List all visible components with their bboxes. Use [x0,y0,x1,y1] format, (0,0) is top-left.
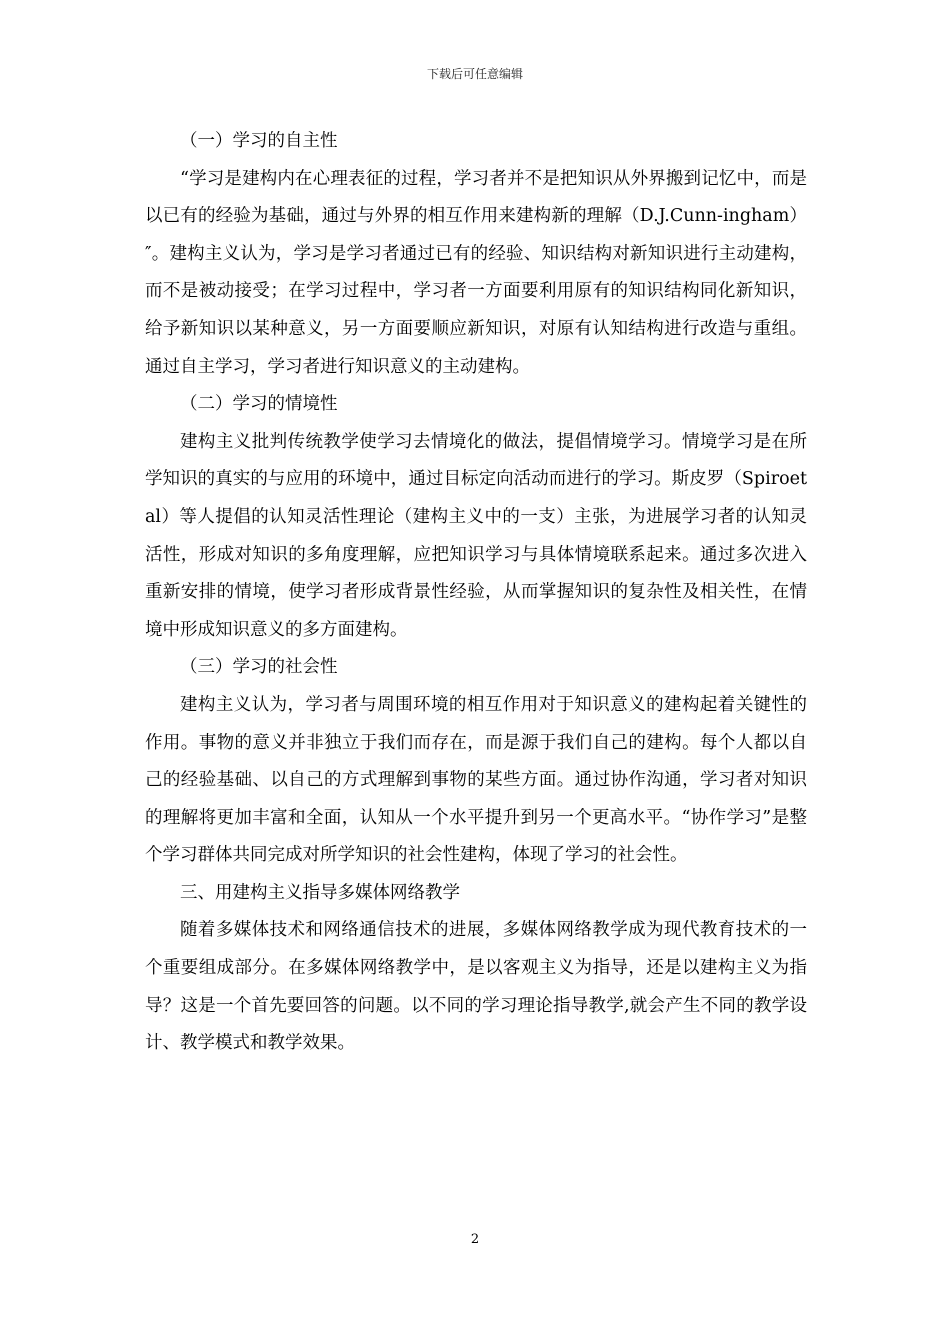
section-heading-3: （三）学习的社会性 [180,657,338,678]
section-3-paragraph: 建构主义认为，学习者与周围环境的相互作用对于知识意义的建构起着关键性的作用。事物的意义并非独立于我们而存在，而是源于我们自己的建构。每个人都以自己的经验基础、以自己的方式理解到事物的某些方面。通过协作沟通，学习者对知识的理解将更加丰富和全面，认知从一个水平提升到另一个更高水平。“协作学习”是整个学习群体共同完成对所学知识的社会性建构，体现了学习的社会性。 [145,694,807,866]
section-2-paragraph: 建构主义批判传统教学使学习去情境化的做法，提倡情境学习。情境学习是在所学知识的真实的与应用的环境中，通过目标定向活动而进行的学习。斯皮罗（Spiroetal）等人提倡的认知灵活性理论（建构主义中的一支）主张，为进展学习者的认知灵活性，形成对知识的多角度理解，应把知识学习与具体情境联系起来。通过多次进入重新安排的情境，使学习者形成背景性经验，从而掌握知识的复杂性及相关性，在情境中形成知识意义的多方面建构。 [145,431,807,640]
section-heading-1: （一）学习的自主性 [180,131,338,151]
section-heading-2: （二）学习的情境性 [180,394,338,415]
section-1-paragraph: “学习是建构内在心理表征的过程，学习者并不是把知识从外界搬到记忆中，而是以已有的经验为基础，通过与外界的相互作用来建构新的理解（D.J.Cunn-ingham）″。建构主义认为，学习是学习者通过已有的经验、知识结构对新知识进行主动建构，而不是被动接受；在学习过程中，学习者一方面要利用原有的知识结构同化新知识，给予新知识以某种意义，另一方面要顺应新知识，对原有认知结构进行改造与重组。通过自主学习，学习者进行知识意义的主动建构。 [145,168,807,377]
page-header: 下载后可任意编辑 [426,67,523,81]
section-4-paragraph: 随着多媒体技术和网络通信技术的进展，多媒体网络教学成为现代教育技术的一个重要组成部分。在多媒体网络教学中，是以客观主义为指导，还是以建构主义为指导？这是一个首先要回答的问题。以不同的学习理论指导教学,就会产生不同的教学设计、教学模式和教学效果。 [145,920,807,1054]
page-number: 2 [470,1232,480,1247]
document-body [145,123,807,1063]
section-heading-4: 三、用建构主义指导多媒体网络教学 [180,882,460,903]
